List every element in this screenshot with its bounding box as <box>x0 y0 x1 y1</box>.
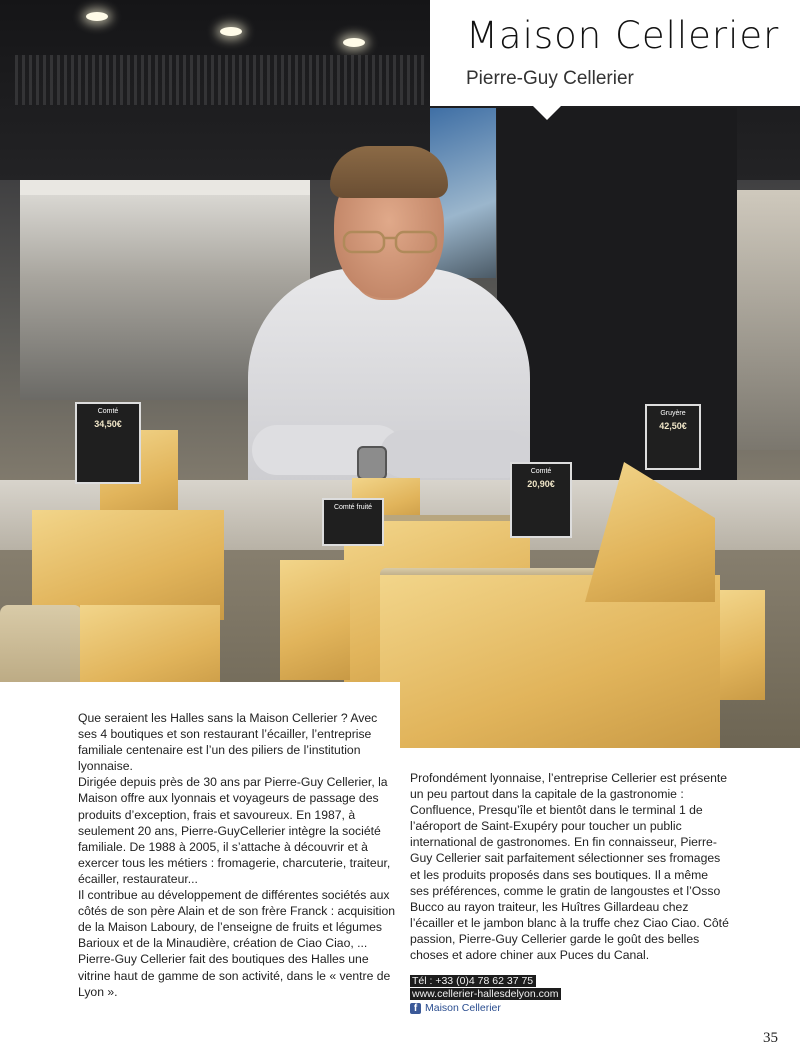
ceiling-grille <box>15 55 425 105</box>
website-link[interactable]: www.cellerier-hallesdelyon.com <box>410 988 561 1000</box>
person-hair <box>330 146 448 198</box>
facebook-icon[interactable]: f <box>410 1003 421 1014</box>
article-paragraph: Dirigée depuis près de 30 ans par Pierre-Guy Cellerier, la Maison offre aux lyonnais et voyageurs de passage des produits d’exception, frais et savoureux. En 1987, à seulement 20 ans, Pierre-GuyCellerier intègre la société familiale. De 1988 à 2005, il s’attache à découvrir et à exercer tous les métiers : fromagerie, charcuterie, traiteur, écailler, restaurateur... <box>78 775 391 886</box>
dark-pillar <box>497 108 737 508</box>
page-title: Maison Cellerier <box>466 14 780 57</box>
ceiling-light <box>220 27 242 36</box>
article-paragraph: Que seraient les Halles sans la Maison Cellerier ? Avec ses 4 boutiques et son restaurant l’écailler, l’entreprise familiale centenaire est l’un des piliers de l’institution lyonnaise. <box>78 711 378 774</box>
cheese-block <box>720 590 765 700</box>
price-tag: Gruyère 42,50€ <box>645 404 701 470</box>
page-number: 35 <box>763 1030 778 1046</box>
price-tag: Comté 34,50€ <box>75 402 141 484</box>
article-paragraph: Profondément lyonnaise, l’entreprise Cellerier est présente un peu partout dans la capitale de la gastronomie : Confluence, Presqu’île et bientôt dans le terminal 1 de l’aéroport de Saint-Exupéry pour toucher un public international de gastronomes. En fin connaisseur, Pierre-Guy Cellerier sait parfaitement sélectionner ses fromages et les produits proposés dans ses boutiques. Il a même ses préférences, comme le gratin de langoustes et l’Osso Bucco au rayon traiteur, les Huîtres Gillardeau chez l’écailler et le jambon blanc à la truffe chez Ciao Ciao. Côté passion, Pierre-Guy Cellerier garde le goût des belles choses et adore chiner aux Puces du Canal. <box>410 771 729 963</box>
cheese-block <box>280 560 350 680</box>
cheese-block <box>32 510 224 620</box>
phone-number: Tél : +33 (0)4 78 62 37 75 <box>410 975 536 987</box>
background-shop <box>737 190 800 450</box>
glasses-icon <box>340 228 440 256</box>
price-tag: Comté 20,90€ <box>510 462 572 538</box>
page-subtitle: Pierre-Guy Cellerier <box>466 68 634 89</box>
contact-block <box>410 975 561 1014</box>
ceiling-light <box>86 12 108 21</box>
article-column-left <box>78 710 396 1000</box>
ceiling-light <box>343 38 365 47</box>
article-paragraph: Il contribue au développement de différentes sociétés aux côtés de son père Alain et de son frère Franck : acquisition de la Maison Laboury, de l’enseigne de fruits et légumes Barioux et de la Minaudière, création de Ciao Ciao, ... Pierre-Guy Cellerier fait des boutiques des Halles une vitrine haut de gamme de son activité, dans le « ventre de Lyon ». <box>78 888 396 999</box>
price-tag: Comté fruité <box>322 498 384 546</box>
facebook-link[interactable]: Maison Cellerier <box>425 1002 501 1014</box>
article-column-right <box>410 770 730 963</box>
header-box <box>430 0 800 106</box>
watch-icon <box>357 446 387 480</box>
person-arm <box>380 430 530 478</box>
